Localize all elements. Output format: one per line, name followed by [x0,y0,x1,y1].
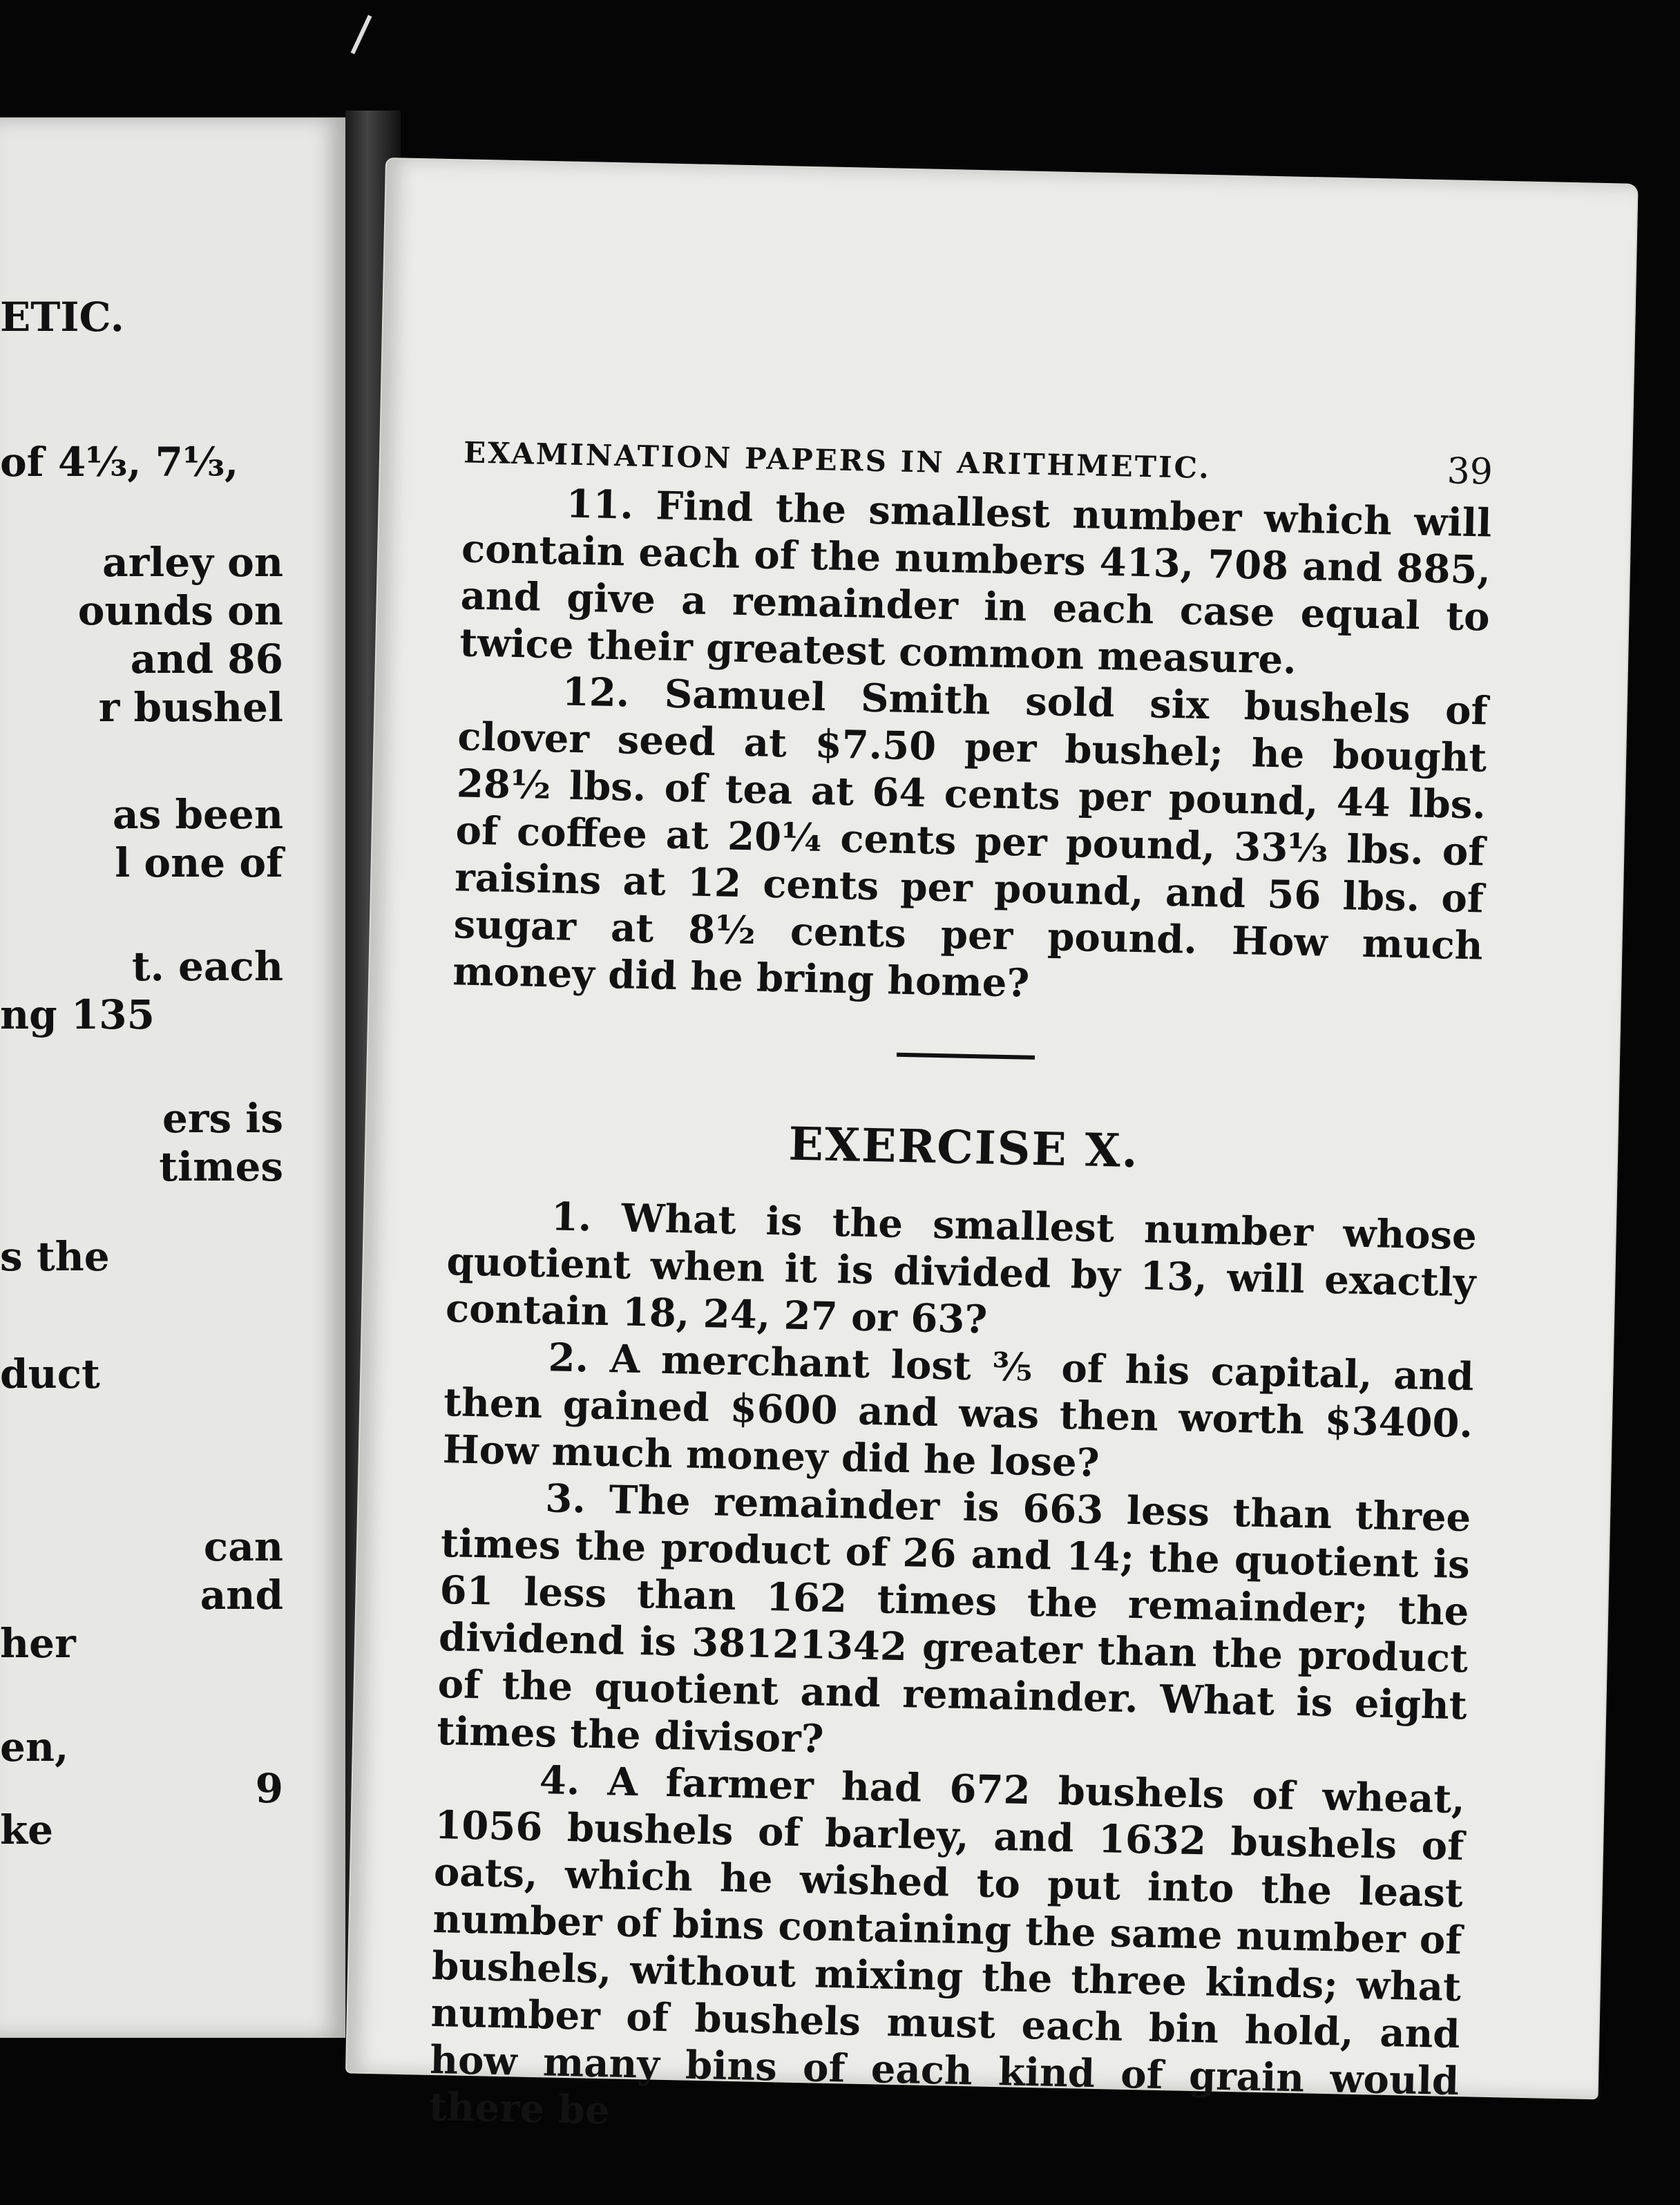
problem-12: 12. Samuel Smith sold six bushels of clover seed at $7.50 per bushel; he bought 28½ lbs. of tea at 64 cents per pound, 44 lbs. of coffee at 20¼ cents per pound, 33⅓ lbs. of raisins at 12 cents per pound, and 56 lbs. of sugar at 8½ cents per pound. How much money did he bring home? [452,669,1489,1006]
left-fragment: ng 135 [0,991,155,1038]
left-fragment: and [200,1572,283,1619]
problem-1: 1. What is the smallest number whose quotient when it is divided by 13, will exactly contain 18, 24, 27 or 63? [445,1194,1478,1343]
left-page [0,117,345,2038]
left-fragment: can [203,1523,283,1570]
left-fragment: l one of [115,839,283,886]
left-fragment: en, [0,1724,69,1770]
left-fragment: arley on [102,539,283,586]
page-content [428,430,1493,2152]
left-fragment: her [0,1620,76,1667]
right-page [347,159,1637,2134]
problem-2: 2. A merchant lost ⅗ of his capital, and then gained $600 and was then worth $3400. How much money did he lose? [442,1335,1475,1487]
page-number: 39 [1447,450,1493,493]
left-fragment: and 86 [130,636,283,682]
problem-11: 11. Find the smallest number which will contain each of the numbers 413, 708 and 885, and give a remainder in each case equal to twice their greatest common measure. [459,481,1492,683]
scan-mark [351,15,372,55]
left-fragment: ers is [162,1095,283,1142]
left-page-text [0,117,345,2038]
left-fragment: r bushel [98,684,283,731]
problem-3: 3. The remainder is 663 less than three times the product of 26 and 14; the quotient is 61 less than 162 times the remainder; the dividend is 38121342 greater than the product of the quotient and remainder. What is eight times the divisor? [436,1476,1471,1762]
exercise-heading: EXERCISE X. [788,1116,1140,1178]
left-fragment: times [159,1143,283,1190]
left-fragment: t. each [131,943,283,990]
left-fragment: as been [113,791,283,838]
running-head-title: EXAMINATION PAPERS IN ARITHMETIC. [463,435,1212,486]
left-fragment: of 4⅓, 7⅓, [0,439,239,486]
left-fragment: ounds on [77,587,283,634]
left-fragment: ETIC. [0,294,124,341]
left-fragment: duct [0,1350,100,1397]
section-divider [897,1053,1035,1060]
problem-4: 4. A farmer had 672 bushels of wheat, 1056 bushels of barley, and 1632 bushels of oats, which he wished to put into the least number of bins containing the same number of bushels, without mixing the three kinds; what number of bushels must each bin hold, and how many bins of each kind of grain would there be [428,1757,1466,2134]
left-fragment: ke [0,1806,54,1853]
left-fragment: s the [0,1233,110,1280]
left-fragment: 9 [255,1765,283,1812]
